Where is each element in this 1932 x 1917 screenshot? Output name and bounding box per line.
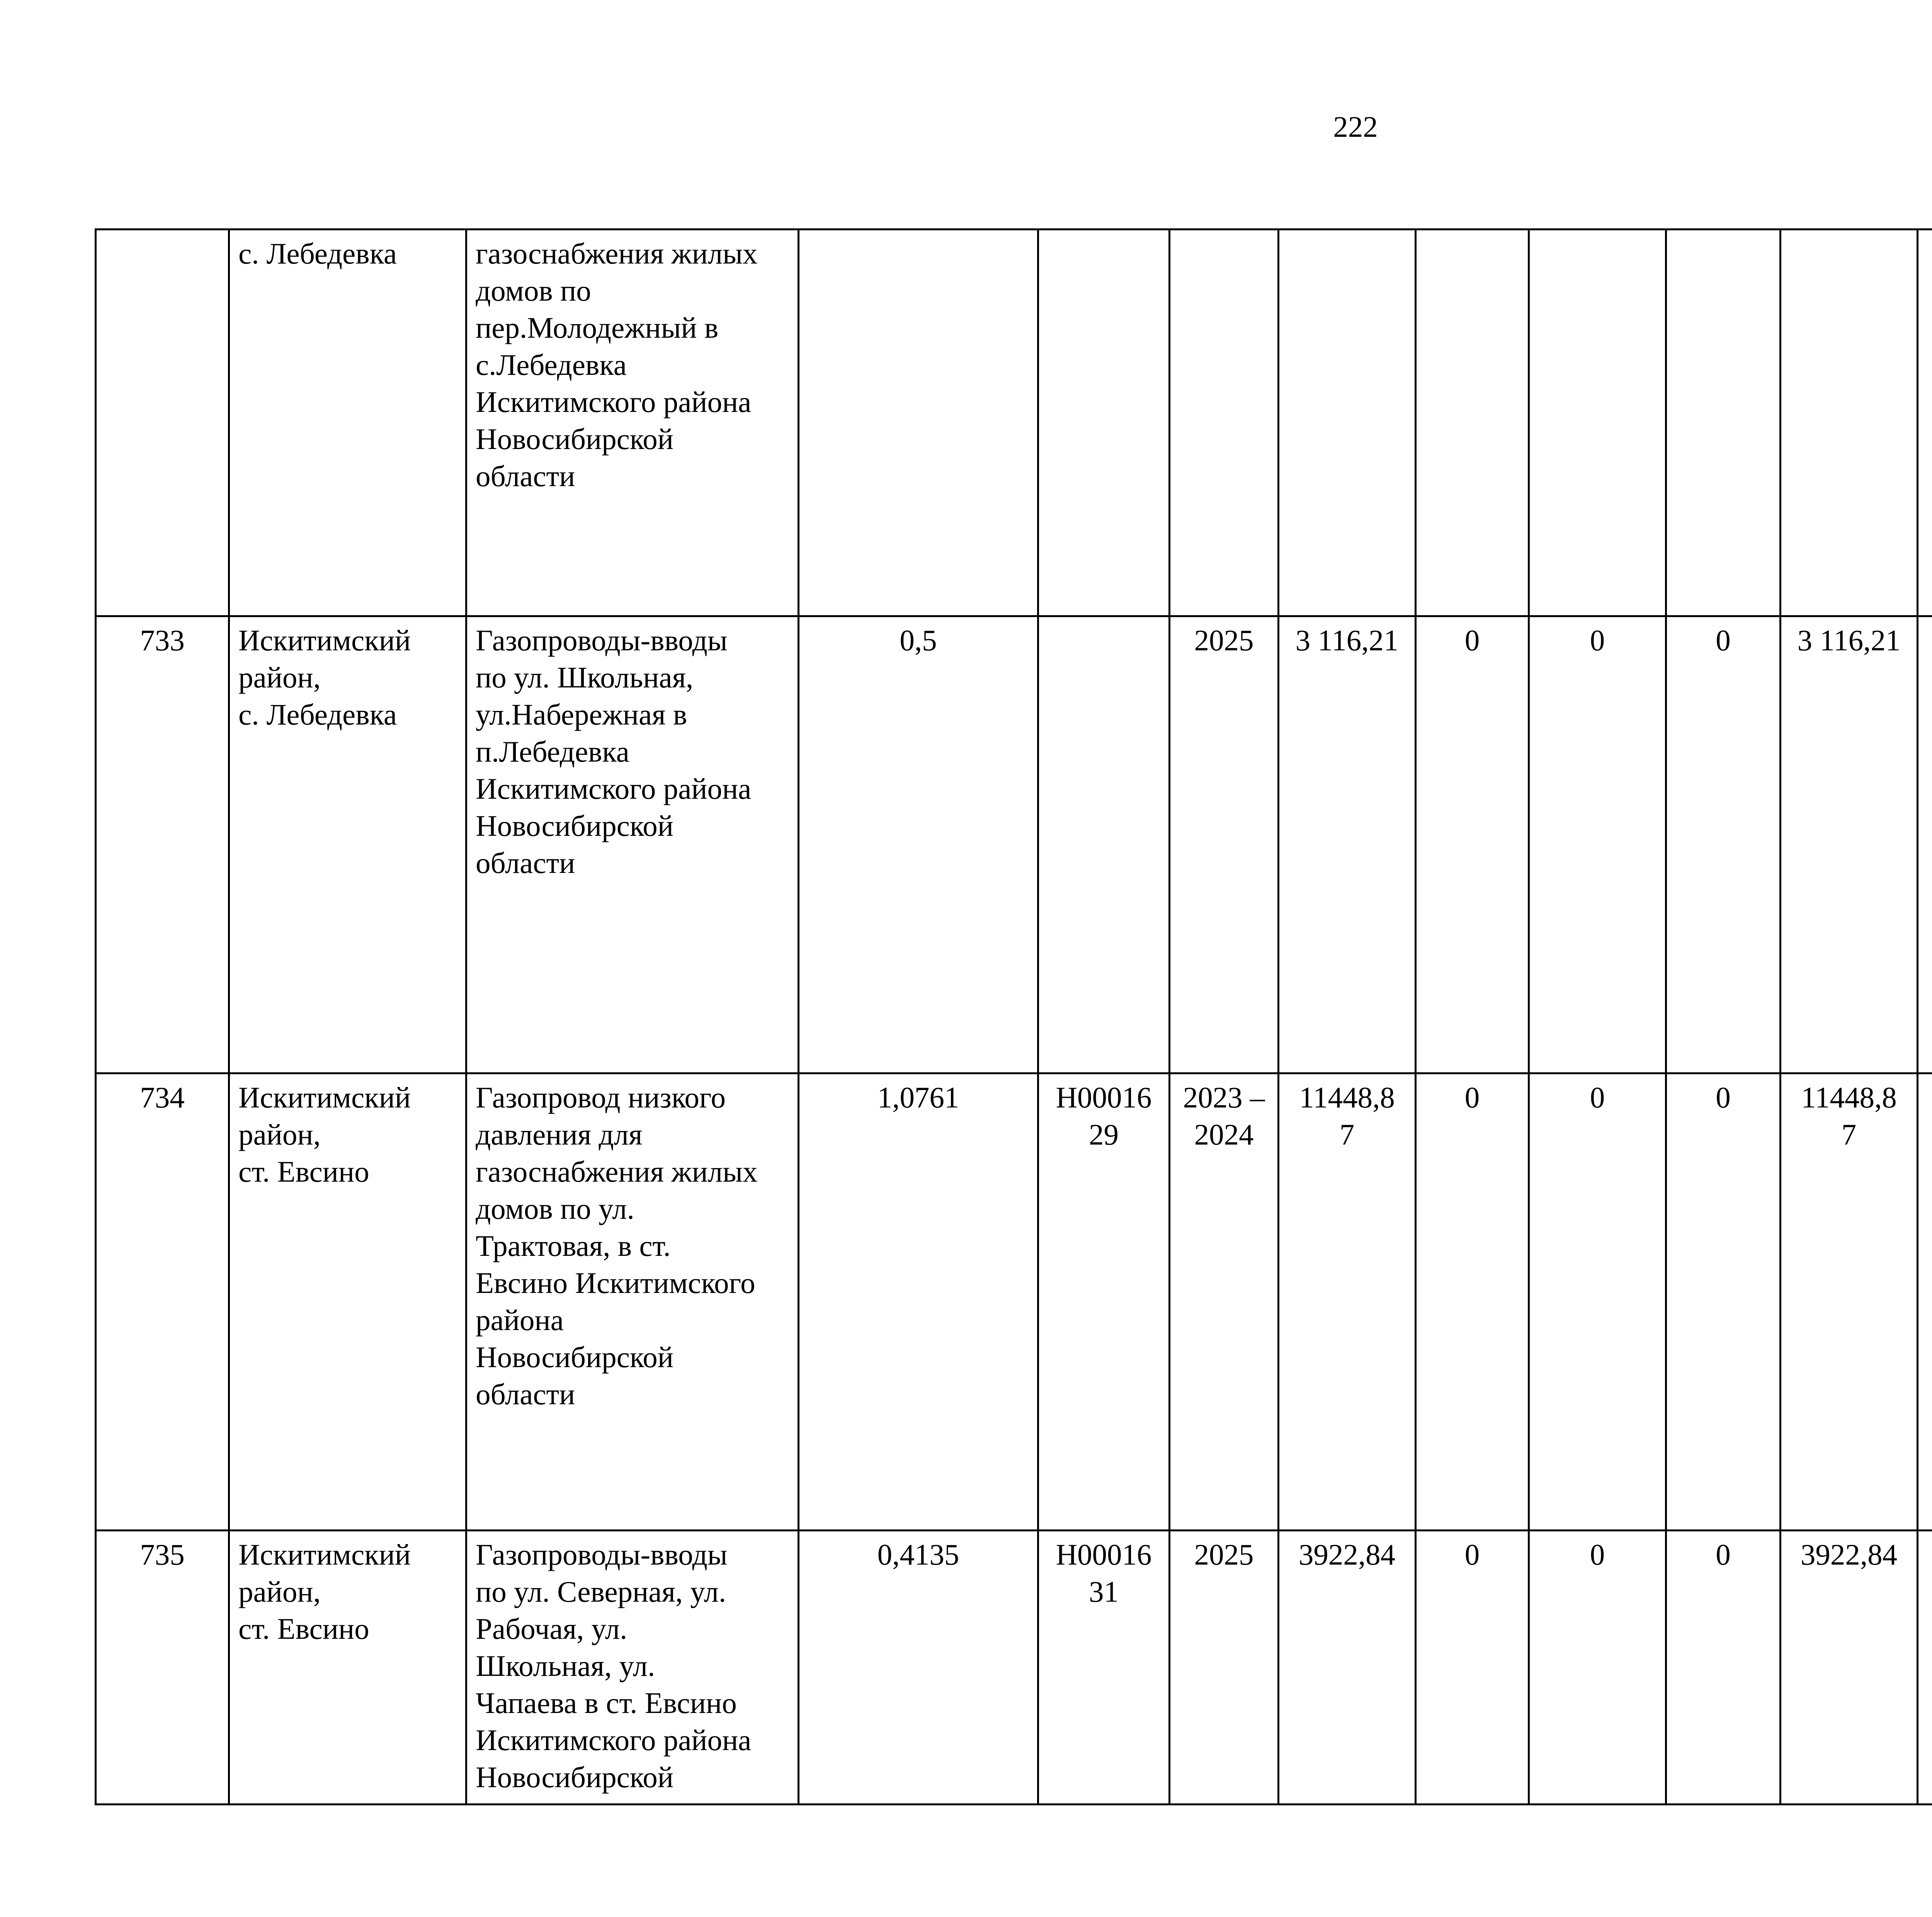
cell-total-cost: 11448,8 7: [1279, 1073, 1416, 1531]
cell-budget-3: [1666, 230, 1781, 616]
cell-total-cost: 3922,84: [1279, 1531, 1416, 1805]
cell-budget-3: 0: [1666, 616, 1781, 1073]
cell-location: Искитимский район, ст. Евсино: [229, 1531, 466, 1805]
cell-code: Н00016 29: [1038, 1073, 1170, 1531]
cell-number: 733: [96, 616, 229, 1073]
cell-number: 735: [96, 1531, 229, 1805]
cell-length: 0,5: [799, 616, 1038, 1073]
page-number: 222: [1333, 110, 1378, 143]
cell-other-sources: 3922,84: [1781, 1531, 1918, 1805]
cell-length: [799, 230, 1038, 616]
cell-budget-2: 0: [1529, 616, 1666, 1073]
cell-operator: [1918, 616, 1932, 1073]
cell-location: с. Лебедевка: [229, 230, 466, 616]
cell-budget-2: 0: [1529, 1073, 1666, 1531]
table-row: [96, 1531, 1932, 1805]
cell-operator: [1918, 1531, 1932, 1805]
cell-object-name: газоснабжения жилых домов по пер.Молодежный в с.Лебедевка Искитимского района Новосибирской области: [466, 230, 799, 616]
cell-code: [1038, 230, 1170, 616]
cell-code: [1038, 616, 1170, 1073]
cell-location: Искитимский район, ст. Евсино: [229, 1073, 466, 1531]
cell-location: Искитимский район, с. Лебедевка: [229, 616, 466, 1073]
cell-budget-1: 0: [1416, 1531, 1529, 1805]
cell-other-sources: 11448,8 7: [1781, 1073, 1918, 1531]
cell-number: 734: [96, 1073, 229, 1531]
gasification-objects-table: [95, 228, 1932, 1805]
cell-other-sources: 3 116,21: [1781, 616, 1918, 1073]
cell-object-name: Газопровод низкого давления для газоснабжения жилых домов по ул. Трактовая, в ст. Евсино Искитимского района Новосибирской области: [466, 1073, 799, 1531]
cell-years: 2025: [1170, 616, 1279, 1073]
table-row: [96, 230, 1932, 616]
cell-budget-1: 0: [1416, 1073, 1529, 1531]
cell-total-cost: [1279, 230, 1416, 616]
cell-years: 2023 – 2024: [1170, 1073, 1279, 1531]
cell-budget-2: 0: [1529, 1531, 1666, 1805]
cell-operator: [1918, 230, 1932, 616]
cell-length: 0,4135: [799, 1531, 1038, 1805]
cell-other-sources: [1781, 230, 1918, 616]
cell-number: [96, 230, 229, 616]
cell-budget-2: [1529, 230, 1666, 616]
cell-object-name: Газопроводы-вводы по ул. Северная, ул. Рабочая, ул. Школьная, ул. Чапаева в ст. Евсино Искитимского района Новосибирской: [466, 1531, 799, 1805]
cell-budget-3: 0: [1666, 1073, 1781, 1531]
cell-total-cost: 3 116,21: [1279, 616, 1416, 1073]
cell-length: 1,0761: [799, 1073, 1038, 1531]
cell-code: Н00016 31: [1038, 1531, 1170, 1805]
table-row: [96, 1073, 1932, 1531]
cell-years: 2025: [1170, 1531, 1279, 1805]
cell-object-name: Газопроводы-вводы по ул. Школьная, ул.Набережная в п.Лебедевка Искитимского района Новосибирской области: [466, 616, 799, 1073]
table-row: [96, 616, 1932, 1073]
cell-budget-1: 0: [1416, 616, 1529, 1073]
cell-budget-1: [1416, 230, 1529, 616]
cell-budget-3: 0: [1666, 1531, 1781, 1805]
cell-years: [1170, 230, 1279, 616]
cell-operator: [1918, 1073, 1932, 1531]
